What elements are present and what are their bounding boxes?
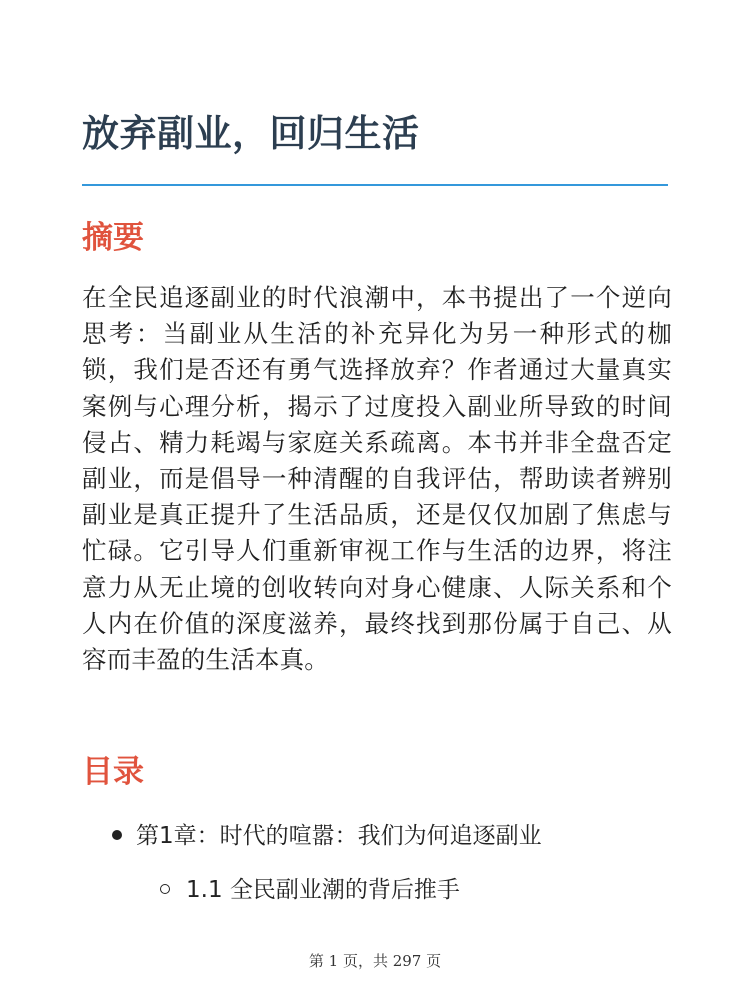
bullet-circle-icon [160, 884, 170, 894]
abstract-body: 在全民追逐副业的时代浪潮中，本书提出了一个逆向思考：当副业从生活的补充异化为另一种形式的枷锁，我们是否还有勇气选择放弃？作者通过大量真实案例与心理分析，揭示了过度投入副业所导致的时间侵占、精力耗竭与家庭关系疏离。本书并非全盘否定副业，而是倡导一种清醒的自我评估，帮助读者辨别副业是真正提升了生活品质，还是仅仅加剧了焦虑与忙碌。它引导人们重新审视工作与生活的边界，将注意力从无止境的创收转向对身心健康、人际关系和个人内在价值的深度滋养，最终找到那份属于自己、从容而丰盈的生活本真。 [82, 283, 672, 675]
toc-item-label: 1.1 全民副业潮的背后推手 [186, 877, 460, 903]
abstract-heading: 摘要 [82, 220, 144, 256]
book-title: 放弃副业，回归生活 [82, 112, 420, 155]
title-divider [82, 184, 668, 186]
toc-item-section-1-1[interactable] [160, 876, 460, 906]
page-number-footer: 第 1 页，共 297 页 [308, 952, 442, 970]
toc-item-chapter-1[interactable] [112, 822, 542, 852]
bullet-disc-icon [112, 830, 122, 840]
toc-heading: 目录 [82, 754, 144, 790]
toc-item-label: 第1章：时代的喧嚣：我们为何追逐副业 [136, 823, 542, 849]
